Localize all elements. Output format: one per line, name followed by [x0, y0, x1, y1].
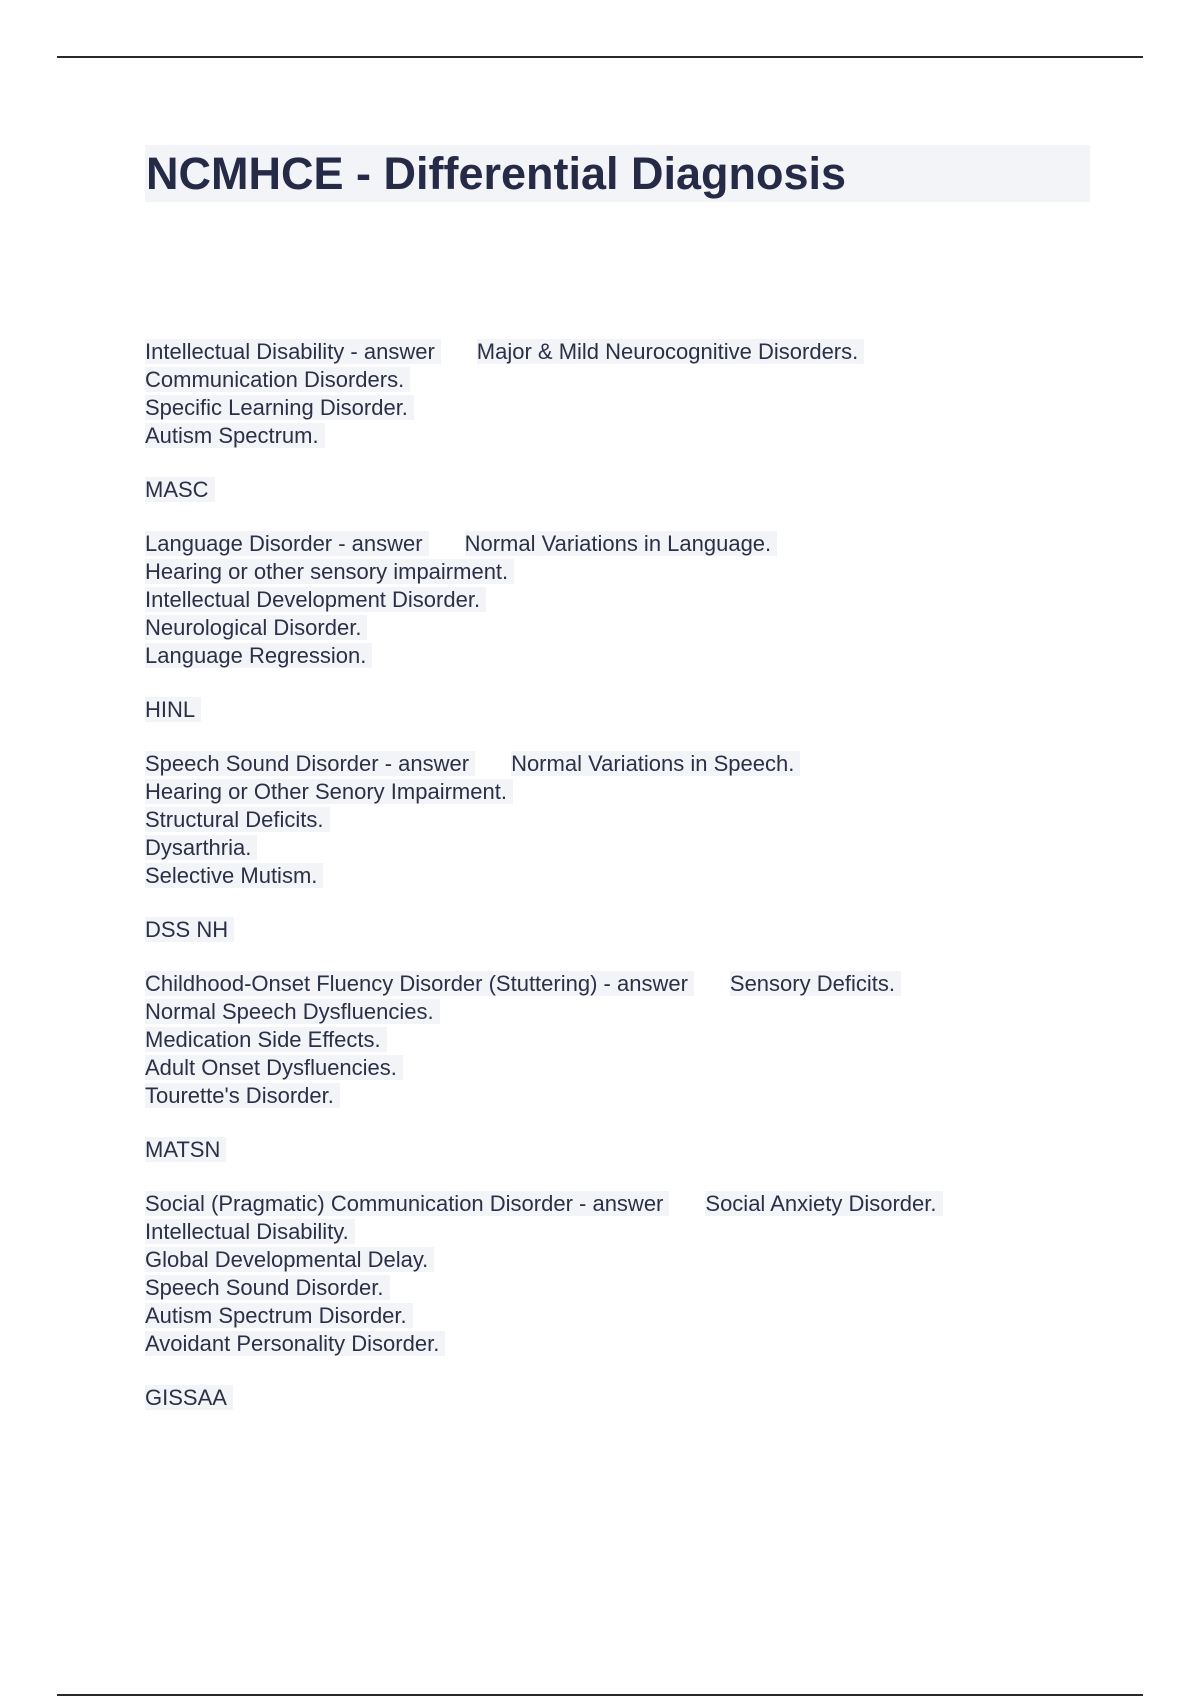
flashcard	[145, 750, 1145, 944]
flashcard-answer: Language Regression.	[145, 643, 372, 668]
flashcard-term: Childhood-Onset Fluency Disorder (Stuttering) - answer	[145, 971, 694, 996]
flashcard-answer: Normal Variations in Language.	[465, 531, 778, 556]
flashcard-list	[145, 338, 1145, 1438]
flashcard-answer: Selective Mutism.	[145, 863, 323, 888]
flashcard-answer: Normal Speech Dysfluencies.	[145, 999, 440, 1024]
flashcard	[145, 530, 1145, 724]
flashcard-mnemonic: MASC	[145, 477, 215, 502]
flashcard-answer: Autism Spectrum Disorder.	[145, 1303, 413, 1328]
flashcard-answer: Specific Learning Disorder.	[145, 395, 414, 420]
flashcard-answer: Major & Mild Neurocognitive Disorders.	[477, 339, 864, 364]
flashcard-answer: Communication Disorders.	[145, 367, 410, 392]
flashcard-answer: Neurological Disorder.	[145, 615, 367, 640]
flashcard-mnemonic: DSS NH	[145, 917, 234, 942]
flashcard-answer: Hearing or Other Senory Impairment.	[145, 779, 513, 804]
flashcard-answer: Avoidant Personality Disorder.	[145, 1331, 445, 1356]
flashcard-term: Language Disorder - answer	[145, 531, 429, 556]
document-title: NCMHCE - Differential Diagnosis	[146, 148, 847, 199]
flashcard-mnemonic: MATSN	[145, 1137, 226, 1162]
flashcard-mnemonic: HINL	[145, 697, 201, 722]
flashcard	[145, 970, 1145, 1164]
title-block	[145, 145, 1090, 202]
flashcard-answer: Structural Deficits.	[145, 807, 330, 832]
flashcard-answer: Autism Spectrum.	[145, 423, 325, 448]
flashcard-term: Social (Pragmatic) Communication Disorder - answer	[145, 1191, 669, 1216]
flashcard-answer: Dysarthria.	[145, 835, 257, 860]
flashcard-answer: Tourette's Disorder.	[145, 1083, 340, 1108]
top-rule	[57, 56, 1143, 58]
flashcard-answer: Adult Onset Dysfluencies.	[145, 1055, 403, 1080]
flashcard	[145, 338, 1145, 504]
flashcard-answer: Medication Side Effects.	[145, 1027, 387, 1052]
flashcard-answer: Intellectual Disability.	[145, 1219, 355, 1244]
bottom-rule	[57, 1694, 1143, 1696]
flashcard	[145, 1190, 1145, 1412]
flashcard-answer: Sensory Deficits.	[730, 971, 901, 996]
flashcard-term: Intellectual Disability - answer	[145, 339, 441, 364]
flashcard-answer: Social Anxiety Disorder.	[705, 1191, 942, 1216]
flashcard-answer: Speech Sound Disorder.	[145, 1275, 390, 1300]
flashcard-answer: Global Developmental Delay.	[145, 1247, 434, 1272]
flashcard-answer: Intellectual Development Disorder.	[145, 587, 486, 612]
flashcard-mnemonic: GISSAA	[145, 1385, 233, 1410]
flashcard-answer: Hearing or other sensory impairment.	[145, 559, 514, 584]
flashcard-answer: Normal Variations in Speech.	[511, 751, 800, 776]
flashcard-term: Speech Sound Disorder - answer	[145, 751, 475, 776]
